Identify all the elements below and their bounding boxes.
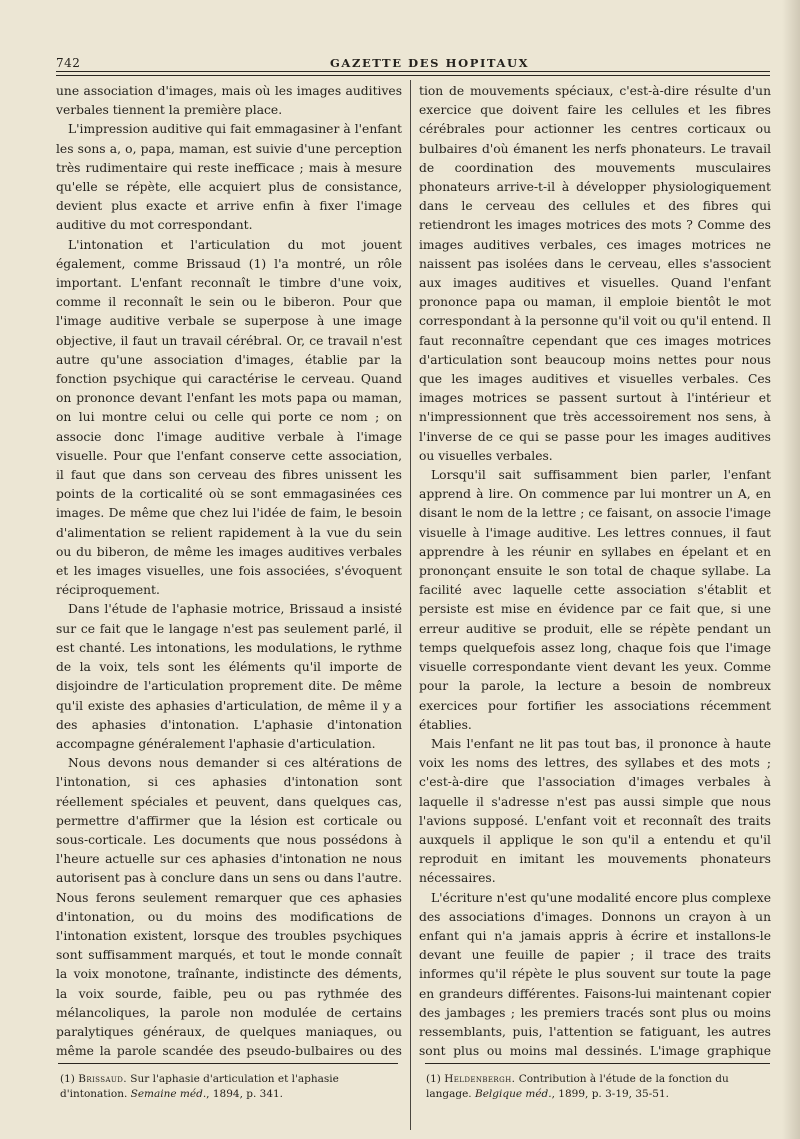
footnote-ref: , 1894, p. 341.	[206, 1087, 284, 1100]
footnote-rule-right	[425, 1063, 770, 1064]
footnote-left	[60, 1072, 398, 1101]
footnote-ref: , 1899, p. 3-19, 35-51.	[551, 1087, 669, 1100]
footnote-author: Brissaud.	[78, 1073, 127, 1085]
header-rule	[56, 71, 770, 76]
right-column	[419, 82, 771, 1062]
paragraph: Nous devons nous demander si ces altérations de l'intonation, si ces aphasies d'intonation sont réellement spéciales et peuvent, dans quelques cas, permettre d'affirmer que la lésion est corticale ou sous-corticale. Les documents que nous possédons à l'heure actuelle sur ces aphasies d'intonation ne nous autorisent pas à conclure dans un sens ou dans l'autre. Nous ferons seulement remarquer que ces aphasies d'intonation, ou du moins des modifications de l'intonation existent, lorsque des troubles psychiques sont suffisamment marqués, et tout le monde connaît la voix monotone, traînante, indistincte des déments, la voix sourde, faible, peu ou pas rythmée des mélancoliques, la parole non modulée de certains paralytiques généraux, de quelques maniaques, ou même la parole scandée des pseudo-bulbaires ou des	[56, 756, 402, 1059]
paragraph: L'impression auditive qui fait emmagasiner à l'enfant les sons a, o, papa, maman, est suivie d'une perception très rudimentaire qui reste inefficace ; mais à mesure qu'elle se répète, elle acquiert plus de consistance, devient plus exacte et arrive enfin à fixer l'image auditive du mot correspondant.	[56, 122, 402, 233]
footnote-right	[426, 1072, 772, 1101]
paragraph: Lorsqu'il sait suffisamment bien parler, l'enfant apprend à lire. On commence par lui montrer un A, en disant le nom de la lettre ; ce faisant, on associe l'image visuelle à l'image auditive. Les lettres connues, il faut apprendre à les réunir en syllabes en épelant et en prononçant ensuite le son total de chaque syllabe. La facilité avec laquelle cette association s'établit et persiste est mise en évidence par ce fait que, si une erreur auditive se produit, elle se répète pendant un temps quelquefois assez long, chaque fois que l'image visuelle correspondante vient devant les yeux. Comme pour la parole, la lecture a besoin de nombreux exercices pour fortifier les associations récemment établies.	[419, 468, 771, 732]
column-divider	[410, 80, 411, 1130]
footnote-marker: (1)	[60, 1073, 75, 1085]
footnote-text: Sur l'aphasie d'articulation et l'aphasie d'intonation.	[60, 1073, 339, 1100]
paragraph: une association d'images, mais où les images auditives verbales tiennent la première place.	[56, 84, 402, 118]
page-edge-shadow	[782, 0, 800, 1139]
paragraph: tion de mouvements spéciaux, c'est-à-dire résulte d'un exercice que doivent faire les cellules et les fibres cérébrales pour actionner les centres corticaux ou bulbaires d'où émanent les nerfs phonateurs. Le travail de coordination des mouvements musculaires phonateurs arrive-t-il à développer physiologiquement dans le cerveau des cellules et des fibres qui retiendront les images motrices des mots ? Comme des images auditives verbales, ces images motrices ne naissent pas isolées dans le cerveau, elles s'associent aux images auditives et visuelles. Quand l'enfant prononce papa ou maman, il emploie bientôt le mot correspondant à la personne qu'il voit ou qu'il entend. Il faut reconnaître cependant que ces images motrices d'articulation sont beaucoup moins nettes pour nous que les images auditives et visuelles verbales. Ces images motrices se passent surtout à l'intérieur et n'impressionnent que très accessoirement nos sens, à l'inverse de ce qui se passe pour les images auditives ou visuelles verbales.	[419, 84, 771, 463]
footnote-journal: Belgique méd.	[474, 1087, 552, 1100]
running-title: GAZETTE DES HOPITAUX	[330, 56, 530, 70]
paragraph: Dans l'étude de l'aphasie motrice, Brissaud a insisté sur ce fait que le langage n'est pas seulement parlé, il est chanté. Les intonations, les modulations, le rythme de la voix, tels sont les éléments qu'il importe de disjoindre de l'articulation proprement dite. De même qu'il existe des aphasies d'articulation, de même il y a des aphasies d'intonation. L'aphasie d'intonation accompagne généralement l'aphasie d'articulation.	[56, 602, 402, 751]
footnote-rule-left	[58, 1063, 398, 1064]
page-number: 742	[56, 56, 81, 70]
paragraph: L'intonation et l'articulation du mot jouent également, comme Brissaud (1) l'a montré, un rôle important. L'enfant reconnaît le timbre d'une voix, comme il reconnaît le sein ou le biberon. Pour que l'image auditive verbale se superpose à une image objective, il faut un travail cérébral. Or, ce travail n'est autre qu'une association d'images, établie par la fonction psychique qui caractérise le cerveau. Quand on prononce devant l'enfant les mots papa ou maman, on lui montre celui ou celle qui porte ce nom ; on associe donc l'image auditive verbale à l'image visuelle. Pour que l'enfant conserve cette association, il faut que dans son cerveau des fibres unissent les points de la corticalité où se sont emmagasinées ces images. De même que chez lui l'idée de faim, le besoin d'alimentation se relient rapidement à la vue du sein ou du biberon, de même les images auditives verbales et les images visuelles, une fois associées, s'évoquent réciproquement.	[56, 237, 402, 598]
paragraph: Mais l'enfant ne lit pas tout bas, il prononce à haute voix les noms des lettres, des syllabes et des mots ; c'est-à-dire que l'association d'images verbales à laquelle il s'adresse n'est pas aussi simple que nous l'avions supposé. L'enfant voit et reconnaît des traits auxquels il applique le son qu'il a entendu et qu'il reproduit en imitant les mouvements phonateurs nécessaires.	[419, 736, 771, 886]
left-column	[56, 82, 402, 1062]
paragraph: L'écriture n'est qu'une modalité encore plus complexe des associations d'images. Donnons un crayon à un enfant qui n'a jamais appris à écrire et installons-le devant une feuille de papier ; il trace des traits informes qu'il répète le plus souvent sur toute la page en grandeurs différentes. Faisons-lui maintenant copier des jambages ; les premiers tracés sont plus ou moins ressemblants, puis, l'attention se fatiguant, les autres sont plus ou moins mal dessinés. L'image graphique	[419, 890, 771, 1059]
footnote-text: Contribution à l'étude de la fonction du langage.	[426, 1073, 729, 1100]
footnote-journal: Semaine méd.	[130, 1087, 207, 1100]
footnote-author: Heldenbergh.	[444, 1073, 516, 1085]
footnote-marker: (1)	[426, 1073, 441, 1085]
page-header	[30, 44, 770, 70]
